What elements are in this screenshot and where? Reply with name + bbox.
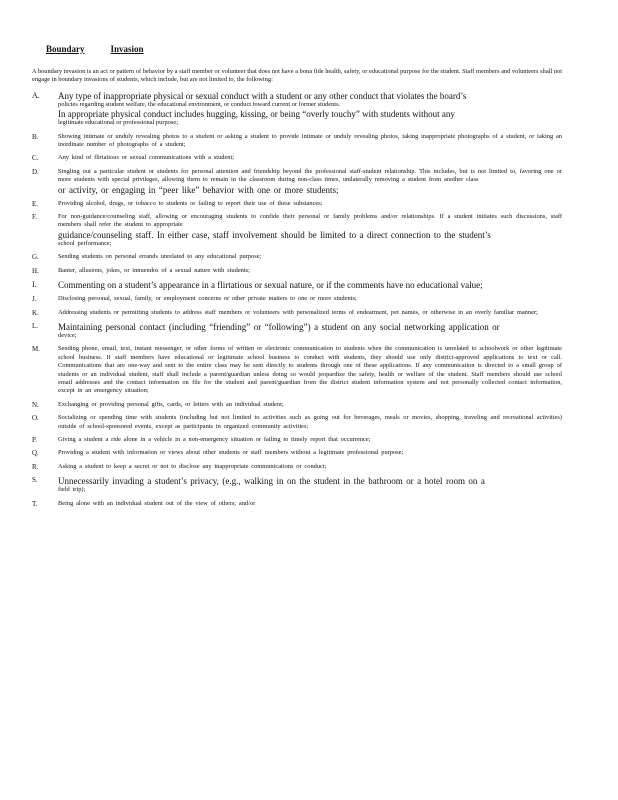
- list-item-letter: I.: [32, 280, 37, 290]
- item-text-small: legitimate educational or professional purpose;: [58, 119, 178, 127]
- list-item: [32, 322, 562, 340]
- list-item-letter: J.: [32, 295, 37, 304]
- list-item-letter: A.: [32, 90, 40, 100]
- list-item-text: Giving a student a ride alone in a vehicle in a non-emergency situation or failing to timely report that occurrence;: [58, 435, 371, 443]
- document-page: [32, 44, 562, 513]
- list-item-letter: F.: [32, 213, 38, 222]
- list-item: [32, 91, 562, 128]
- list-item: [32, 253, 562, 261]
- item-text-large: Unnecessarily invading a student’s privacy, (e.g., walking in on the student in the bathroom or a hotel room on a: [58, 476, 485, 487]
- item-text-large: In appropriate physical conduct includes hugging, kissing, or being “overly touchy” with students without any: [58, 109, 455, 120]
- list-item-text: Exchanging or providing personal gifts, cards, or letters with an individual student;: [58, 400, 284, 408]
- list-item: [32, 414, 562, 431]
- list-item-letter: C.: [32, 154, 39, 163]
- list-item-text: Asking a student to keep a secret or not to disclose any inappropriate communications or conduct;: [58, 462, 327, 470]
- intro-paragraph: A boundary invasion is an act or pattern of behavior by a staff member or volunteer that does not have a bona fide health, safety, or educational purpose for the student. Staff members and volunteers shall not engage in boundary invasions of students, which include, but are not limited to, the following:: [32, 68, 562, 84]
- list-item: [32, 401, 562, 409]
- item-text-large: Maintaining personal contact (including “friending” or “following”) a student on any social networking application or: [58, 321, 500, 332]
- list-item: [32, 309, 562, 317]
- list-item-text: Being alone with an individual student out of the view of others; and/or: [58, 499, 256, 507]
- list-item: [32, 168, 562, 195]
- item-text-large: Commenting on a student’s appearance in a flirtatious or sexual nature, or if the comments have no educational value;: [58, 280, 483, 291]
- list-item: [32, 345, 562, 395]
- list-item-text: Any kind of flirtatious or sexual communications with a student;: [58, 154, 235, 162]
- item-text-large: or activity, or engaging in “peer like” behavior with one or more students;: [58, 184, 339, 195]
- item-text-small: Singling out a particular student or students for personal attention and friendship beyond the professional staff-student relationship. This includes, but is not limited to, favoring one or more students with special privileges, allowing them to remain in the classroom during non-class times, unilaterally removing a student from another class: [58, 167, 562, 184]
- list-item: [32, 449, 562, 457]
- list-item-text: Disclosing personal, sexual, family, or employment concerns or other private matters to one or more students;: [58, 295, 357, 303]
- list-item: [32, 280, 562, 290]
- list-item-text: [58, 322, 562, 340]
- list-item-letter: B.: [32, 132, 39, 141]
- list-item-text: Providing alcohol, drugs, or tobacco to students or failing to report their use of these substances;: [58, 199, 323, 207]
- list-item: [32, 154, 562, 162]
- list-item-letter: H.: [32, 266, 39, 275]
- list-item-letter: Q.: [32, 449, 39, 458]
- list-item-letter: K.: [32, 308, 39, 317]
- list-item: [32, 133, 562, 150]
- item-text-large: guidance/counseling staff. In either case, staff involvement should be limited to a direct connection to the student’s: [58, 229, 491, 240]
- item-text-small: For non-guidance/counseling staff, allowing or encouraging students to confide their personal or family problems and/or relationships. If a student initiates such discussions, staff members shall refer the student to appropriate: [58, 213, 562, 229]
- heading-word-invasion: Invasion: [110, 44, 144, 54]
- list-item-letter: L.: [32, 321, 39, 330]
- list-item: [32, 213, 562, 248]
- list-item-letter: E.: [32, 199, 39, 208]
- section-heading: [46, 44, 562, 54]
- list-item-letter: N.: [32, 400, 39, 409]
- list-item: [32, 463, 562, 471]
- list-item: [32, 500, 562, 508]
- list-item: [32, 476, 562, 494]
- boundary-invasion-list: [32, 91, 562, 508]
- item-text-small: field trip);: [58, 486, 86, 494]
- list-item-letter: S.: [32, 476, 38, 485]
- item-text-large: Any type of inappropriate physical or sexual conduct with a student or any other conduct that violates the board’s: [58, 90, 467, 101]
- list-item-text: [58, 168, 562, 195]
- list-item: [32, 436, 562, 444]
- list-item-text: Banter, allusions, jokes, or innuendos of a sexual nature with students;: [58, 266, 250, 274]
- list-item-letter: O.: [32, 414, 39, 423]
- list-item: [32, 267, 562, 275]
- list-item-letter: T.: [32, 499, 38, 508]
- list-item: [32, 200, 562, 208]
- heading-word-boundary: Boundary: [46, 44, 85, 54]
- list-item-letter: P.: [32, 435, 37, 444]
- list-item-letter: M.: [32, 345, 40, 354]
- list-item-text: Addressing students or permitting students to address staff members or volunteers with personalized terms of endearment, pet names, or otherwise in an overly familiar manner;: [58, 308, 538, 316]
- item-text-small: school performance;: [58, 239, 112, 247]
- list-item-text: Providing a student with information or views about other students or staff members without a legitimate professional purpose;: [58, 449, 404, 457]
- list-item-letter: D.: [32, 167, 39, 176]
- list-item-text: Showing intimate or unduly revealing photos to a student or asking a student to provide intimate or unduly revealing photos, taking inappropriate photographs of a student, or taking an inordinate number of photographs of a student;: [58, 132, 562, 149]
- list-item-text: [58, 476, 562, 494]
- list-item-text: Sending phone, email, text, instant messenger, or other forms of written or electronic communication to students when the communication is unrelated to schoolwork or other legitimate school business. If staff members have educational or legitimate school business to conduct with students, they should use only district-approved applications to text or call. Communications that are one-way and sent to the entire class may be sent directly to students through one of these applications. If any communication is directed to a small group of students or an individual student, staff shall include a parent/guardian unless doing so would jeopardize the safety, health or welfare of the student. Staff members should use school email addresses and the contact information on file for the student and parent/guardian from the district student information system and not personally collected contact information, except in an emergency situation;: [58, 345, 562, 395]
- list-item: [32, 295, 562, 303]
- list-item-text: [58, 280, 562, 290]
- item-text-small: policies regarding student welfare, the educational environment, or conduct toward current or former students.: [58, 100, 341, 108]
- list-item-text: Socializing or spending time with students (including but not limited to activities such as going out for beverages, meals or movies, shopping, traveling and recreational activities) outside of school-sponsored events, except as participants in organized community activities;: [58, 414, 562, 430]
- list-item-text: [58, 213, 562, 248]
- list-item-letter: R.: [32, 462, 39, 471]
- item-text-small: device;: [58, 331, 77, 339]
- list-item-text: [58, 91, 562, 128]
- list-item-letter: G.: [32, 253, 39, 262]
- list-item-text: Sending students on personal errands unrelated to any educational purpose;: [58, 253, 262, 261]
